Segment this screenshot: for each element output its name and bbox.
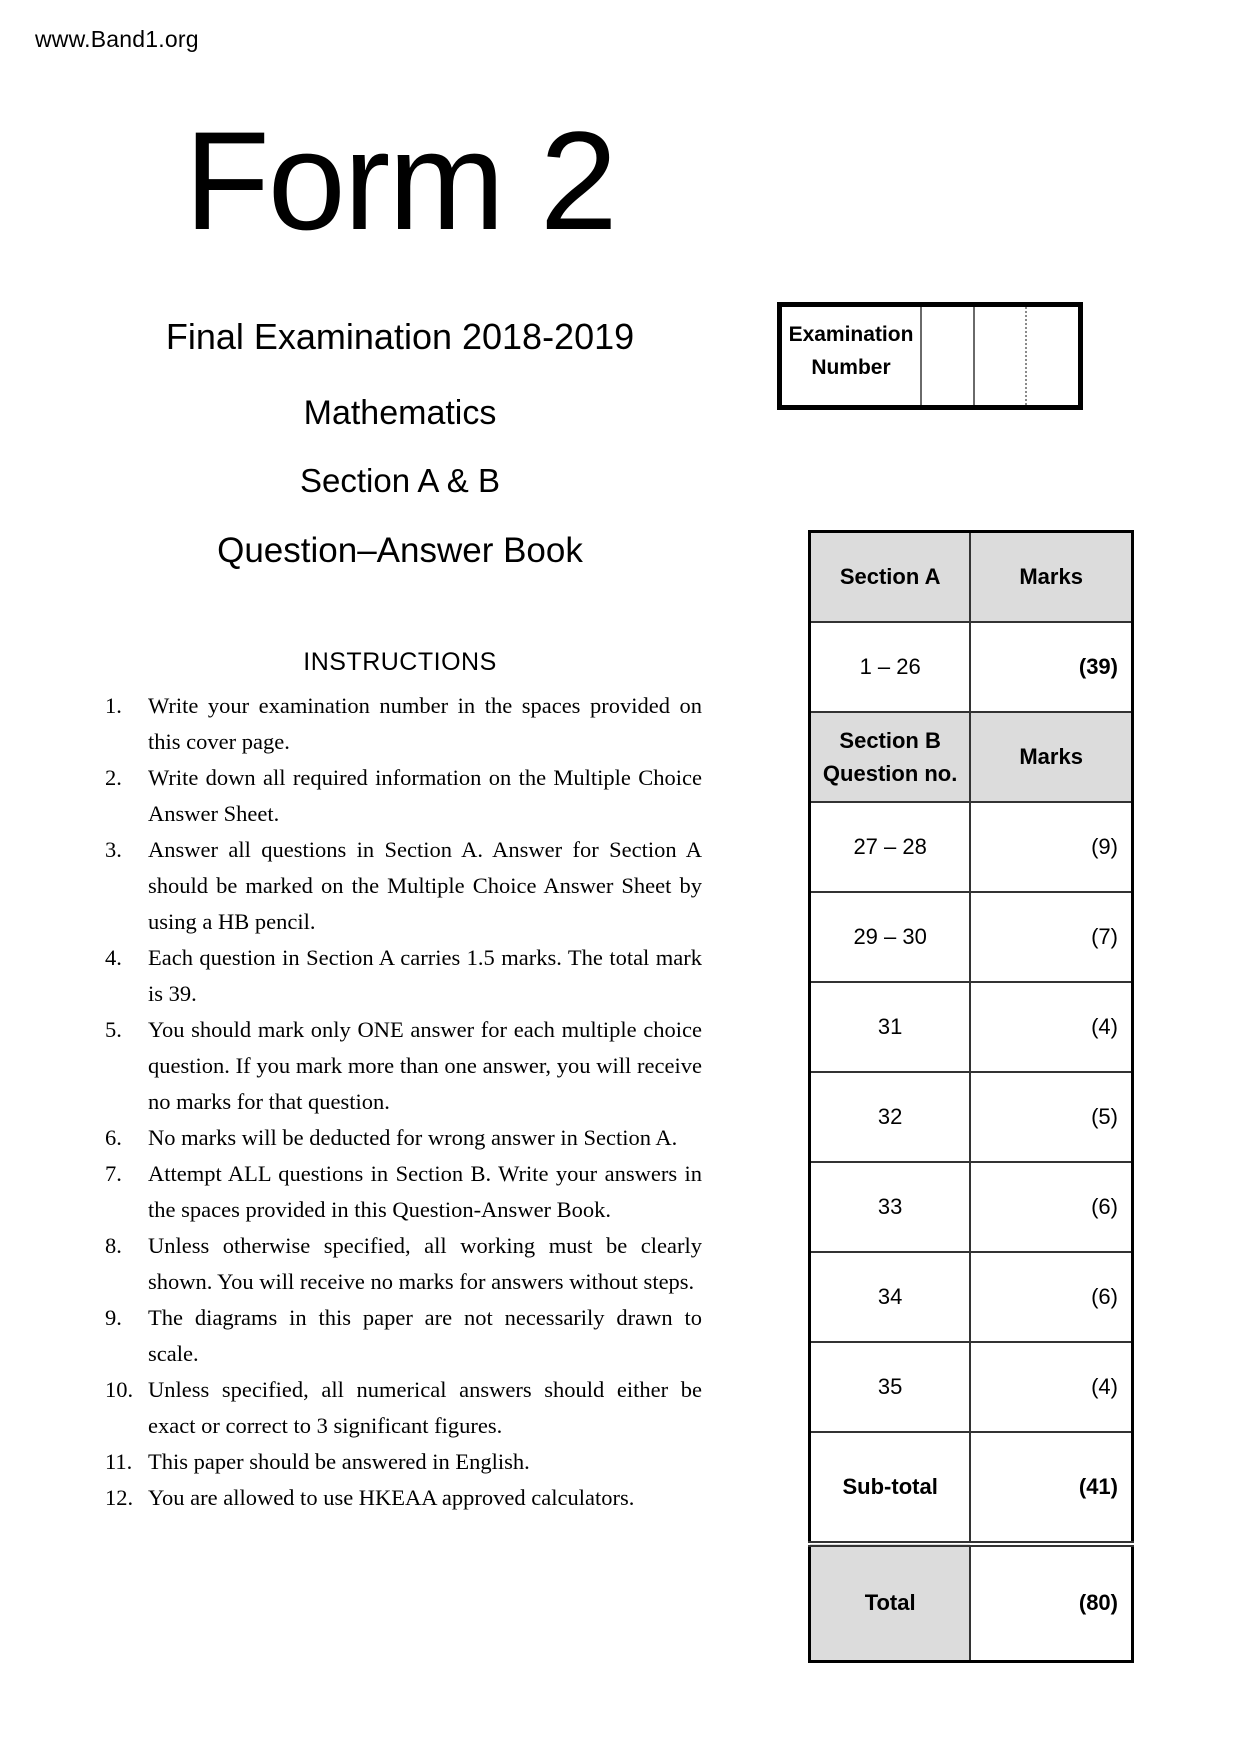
marks-header-cell: Marks (970, 532, 1132, 622)
section-a-header-cell: Section A (810, 532, 971, 622)
subtitle-section: Section A & B (300, 462, 500, 499)
marks-header-cell: Marks (970, 712, 1132, 802)
instruction-text: This paper should be answered in English. (148, 1449, 530, 1474)
subtotal-marks-cell: (41) (970, 1432, 1132, 1544)
marks-cell: (39) (970, 622, 1132, 712)
table-row (810, 1252, 1133, 1342)
instruction-number: 1. (105, 693, 122, 718)
exam-number-box (777, 302, 1083, 410)
question-range-cell: 32 (810, 1072, 971, 1162)
instruction-number: 7. (105, 1161, 122, 1186)
marks-table (808, 530, 1134, 1663)
instruction-number: 11. (105, 1449, 133, 1474)
instruction-text: Answer all questions in Section A. Answer for Section A should be marked on the Multiple Choice Answer Sheet by using a HB pencil. (148, 837, 702, 934)
instruction-item (105, 1012, 702, 1120)
instruction-text: You are allowed to use HKEAA approved calculators. (148, 1485, 635, 1510)
instruction-text: Attempt ALL questions in Section B. Write your answers in the spaces provided in this Question-Answer Book. (148, 1161, 702, 1222)
marks-cell: (9) (970, 802, 1132, 892)
exam-number-label-line1: Examination (788, 323, 914, 346)
marks-cell: (4) (970, 1342, 1132, 1432)
table-row-section-a (810, 622, 1133, 712)
subtitle-subject: Mathematics (303, 394, 497, 432)
instruction-number: 12. (105, 1485, 134, 1510)
table-row (810, 982, 1133, 1072)
question-range-cell: 33 (810, 1162, 971, 1252)
table-row-total (810, 1544, 1133, 1662)
instruction-item (105, 1156, 702, 1228)
instruction-number: 8. (105, 1233, 122, 1258)
instruction-item (105, 688, 702, 760)
instruction-item (105, 1444, 702, 1480)
marks-cell: (4) (970, 982, 1132, 1072)
marks-cell: (6) (970, 1252, 1132, 1342)
subtitle-book: Question–Answer Book (217, 531, 583, 570)
exam-number-label (782, 307, 920, 405)
instruction-text: Unless specified, all numerical answers should either be exact or correct to 3 significant figures. (148, 1377, 702, 1438)
instruction-item (105, 832, 702, 940)
table-row-subtotal (810, 1432, 1133, 1544)
section-b-header-line2: Question no. (822, 760, 958, 786)
instructions-list (105, 688, 702, 1516)
question-range-cell: 35 (810, 1342, 971, 1432)
question-range-cell: 34 (810, 1252, 971, 1342)
subtotal-label-cell: Sub-total (810, 1432, 971, 1544)
instruction-number: 6. (105, 1125, 122, 1150)
question-range-cell: 29 – 30 (810, 892, 971, 982)
instructions-heading: INSTRUCTIONS (303, 648, 497, 676)
question-range-cell: 31 (810, 982, 971, 1072)
table-row (810, 1072, 1133, 1162)
instruction-item (105, 1300, 702, 1372)
table-row-section-b-header (810, 712, 1133, 802)
total-label-cell: Total (810, 1544, 971, 1662)
instruction-number: 5. (105, 1017, 122, 1042)
instruction-text: You should mark only ONE answer for each multiple choice question. If you mark more than one answer, you will receive no marks for that question. (148, 1017, 702, 1114)
instruction-item (105, 760, 702, 832)
table-row (810, 1342, 1133, 1432)
instruction-item (105, 1228, 702, 1300)
instruction-item (105, 1372, 702, 1444)
section-b-header-line1: Section B (839, 727, 941, 753)
question-range-cell: 27 – 28 (810, 802, 971, 892)
page-title: Form 2 (184, 102, 616, 259)
table-row (810, 1162, 1133, 1252)
instruction-item (105, 1480, 702, 1516)
total-marks-cell: (80) (970, 1544, 1132, 1662)
marks-cell: (7) (970, 892, 1132, 982)
section-b-header-cell (810, 712, 971, 802)
instruction-text: Write down all required information on the Multiple Choice Answer Sheet. (148, 765, 702, 826)
instruction-text: Unless otherwise specified, all working must be clearly shown. You will receive no marks for answers without steps. (148, 1233, 702, 1294)
instruction-text: Each question in Section A carries 1.5 marks. The total mark is 39. (148, 945, 702, 1006)
instruction-number: 3. (105, 837, 122, 862)
site-url: www.Band1.org (35, 26, 199, 52)
table-row (810, 802, 1133, 892)
exam-number-cell-3[interactable] (1025, 307, 1078, 405)
question-range-cell: 1 – 26 (810, 622, 971, 712)
instruction-text: No marks will be deducted for wrong answer in Section A. (148, 1125, 678, 1150)
instruction-number: 4. (105, 945, 122, 970)
table-row (810, 892, 1133, 982)
exam-number-cell-1[interactable] (920, 307, 973, 405)
instruction-item (105, 1120, 702, 1156)
instruction-number: 10. (105, 1377, 134, 1402)
instruction-item (105, 940, 702, 1012)
exam-number-label-line2: Number (811, 356, 891, 379)
marks-cell: (6) (970, 1162, 1132, 1252)
marks-cell: (5) (970, 1072, 1132, 1162)
instruction-text: Write your examination number in the spaces provided on this cover page. (148, 693, 702, 754)
instruction-number: 2. (105, 765, 122, 790)
table-row-section-a-header (810, 532, 1133, 622)
exam-number-cell-2[interactable] (973, 307, 1026, 405)
instruction-text: The diagrams in this paper are not necessarily drawn to scale. (148, 1305, 702, 1366)
subtitle-exam-name: Final Examination 2018-2019 (165, 316, 635, 357)
instruction-number: 9. (105, 1305, 122, 1330)
